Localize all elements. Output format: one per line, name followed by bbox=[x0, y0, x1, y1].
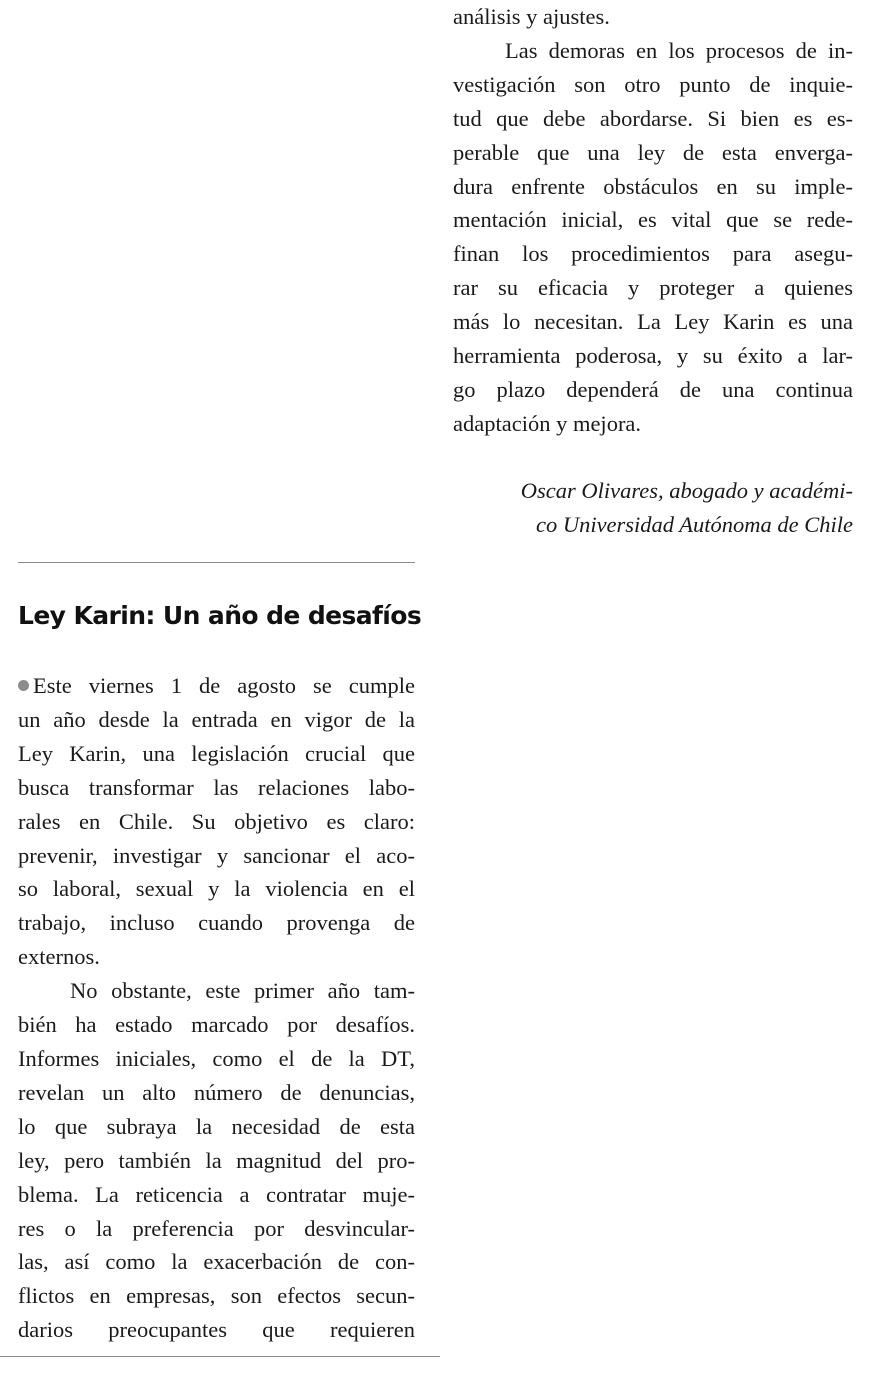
text-line: perable que una ley de esta enverga- bbox=[453, 139, 853, 165]
text-line: Este viernes 1 de agosto se cumple bbox=[33, 673, 415, 698]
text-line: adaptación y mejora. bbox=[453, 410, 642, 436]
bullet-icon bbox=[18, 680, 29, 691]
text-line: análisis y ajustes. bbox=[453, 4, 610, 29]
text-line: Las demoras en los procesos de in- bbox=[505, 37, 853, 63]
author-signature bbox=[453, 474, 853, 542]
text-line: No obstante, este primer año tam- bbox=[70, 978, 415, 1004]
text-line: dura enfrente obstáculos en su imple- bbox=[453, 173, 853, 199]
text-line: flictos en empresas, son efectos secun- bbox=[18, 1283, 415, 1309]
text-line: herramienta poderosa, y su éxito a lar- bbox=[453, 343, 853, 369]
text-line: ley, pero también la magnitud del pro- bbox=[18, 1147, 415, 1173]
text-line: so laboral, sexual y la violencia en el bbox=[18, 876, 415, 902]
text-line: rar su eficacia y proteger a quienes bbox=[453, 275, 853, 301]
text-line: trabajo, incluso cuando provenga de bbox=[18, 910, 415, 936]
text-line: externos. bbox=[18, 944, 100, 970]
text-line: darios preocupantes que requieren bbox=[18, 1317, 415, 1343]
text-line: mentación inicial, es vital que se rede- bbox=[453, 207, 853, 233]
article-headline: Ley Karin: Un año de desafíos bbox=[18, 601, 422, 630]
signature-line: co Universidad Autónoma de Chile bbox=[535, 511, 853, 537]
text-line: finan los procedimientos para asegu- bbox=[453, 241, 853, 267]
section-divider-bottom bbox=[0, 1356, 440, 1357]
signature-line: Oscar Olivares, abogado y académi- bbox=[520, 478, 853, 503]
section-divider-top bbox=[18, 562, 415, 563]
text-line: las, así como la exacerbación de con- bbox=[18, 1249, 415, 1275]
text-line: rales en Chile. Su objetivo es claro: bbox=[18, 808, 415, 834]
text-line: vestigación son otro punto de inquie- bbox=[453, 71, 853, 97]
article-body-column bbox=[18, 669, 415, 1347]
text-line-first bbox=[18, 669, 415, 703]
text-line: blema. La reticencia a contratar muje- bbox=[18, 1181, 415, 1207]
text-line: un año desde la entrada en vigor de la bbox=[18, 706, 415, 732]
article-continuation-column bbox=[453, 0, 853, 441]
text-line: busca transformar las relaciones labo- bbox=[18, 774, 415, 800]
text-line: revelan un alto número de denuncias, bbox=[18, 1079, 415, 1105]
text-line: lo que subraya la necesidad de esta bbox=[18, 1113, 415, 1139]
text-line: bién ha estado marcado por desafíos. bbox=[18, 1012, 415, 1038]
text-line: res o la preferencia por desvincular- bbox=[18, 1215, 415, 1241]
text-line: más lo necesitan. La Ley Karin es una bbox=[453, 309, 853, 335]
text-line: Ley Karin, una legislación crucial que bbox=[18, 740, 415, 766]
text-line: prevenir, investigar y sancionar el aco- bbox=[18, 842, 415, 868]
text-line: Informes iniciales, como el de la DT, bbox=[18, 1045, 415, 1071]
text-line: tud que debe abordarse. Si bien es es- bbox=[453, 105, 853, 131]
text-line: go plazo dependerá de una continua bbox=[453, 376, 853, 402]
